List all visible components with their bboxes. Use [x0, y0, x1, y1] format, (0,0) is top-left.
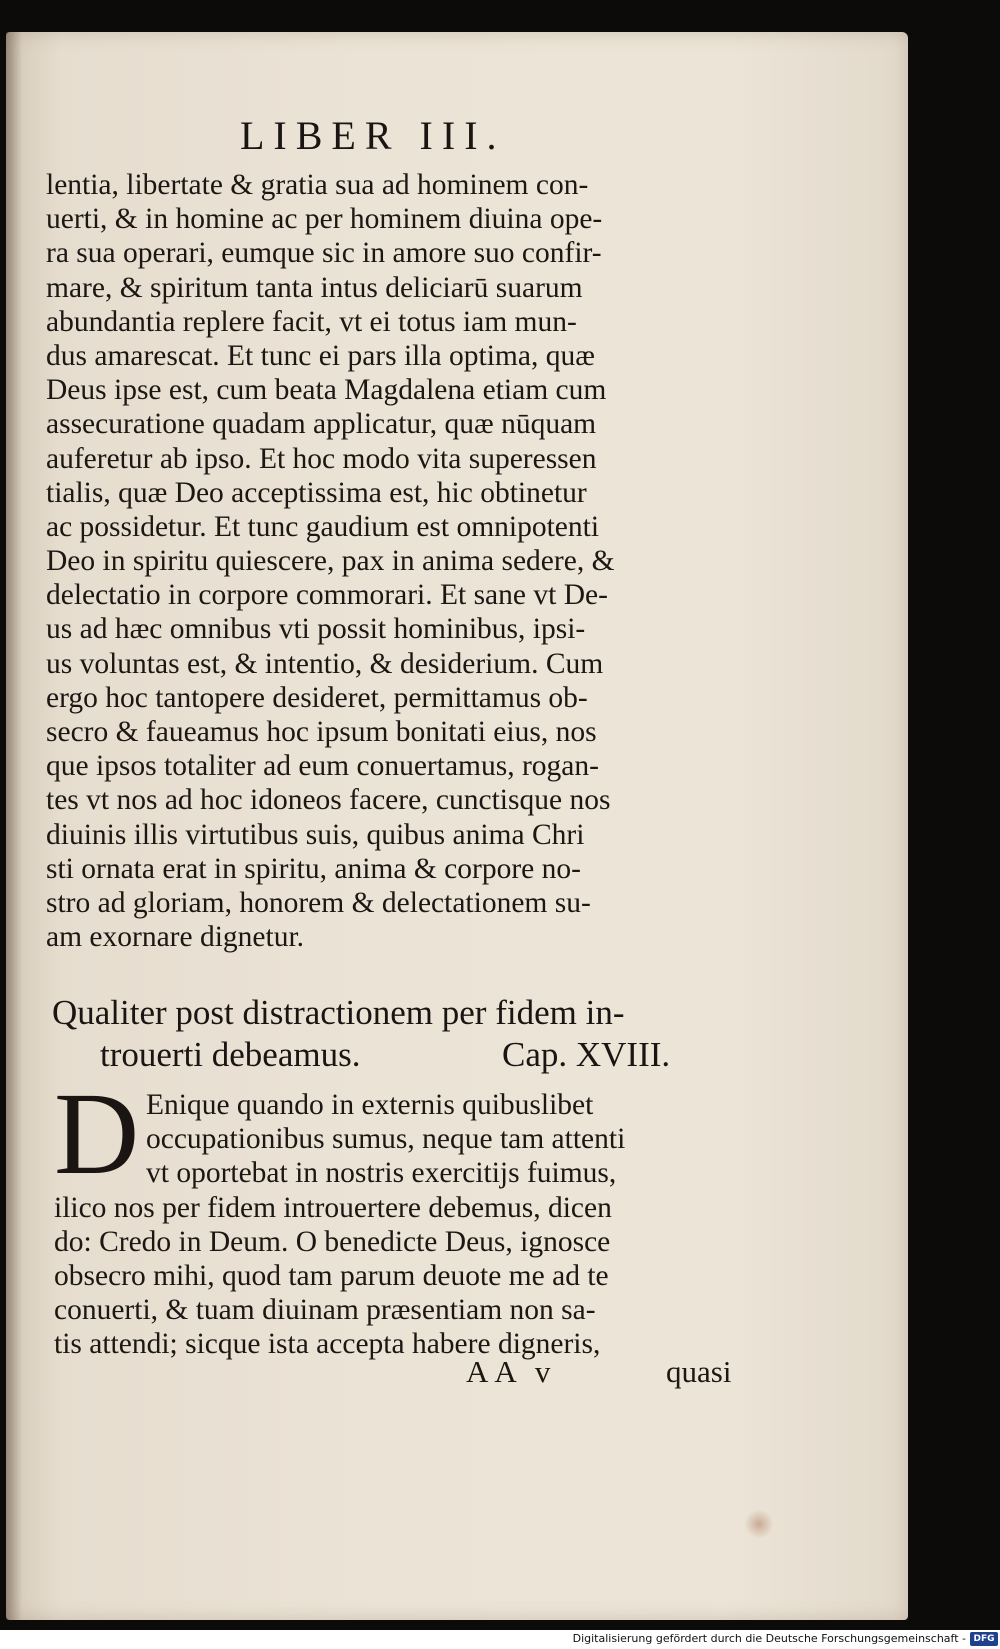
text-line: do: Credo in Deum. O benedicte Deus, ignosce	[54, 1225, 611, 1258]
chapter-title-line: Qualiter post distractionem per fidem in-	[52, 993, 625, 1032]
chapter-paragraph	[54, 1068, 744, 1362]
text-line: Deus ipse est, cum beata Magdalena etiam cum	[46, 374, 607, 407]
text-line: sti ornata erat in spiritu, anima & corpore no-	[46, 852, 581, 885]
text-line: tes vt nos ad hoc idoneos facere, cunctisque nos	[46, 784, 611, 817]
text-line: us voluntas est, & intentio, & desiderium. Cum	[46, 647, 604, 680]
dfg-logo: DFG	[970, 1632, 998, 1646]
text-line: assecuratione quadam applicatur, quæ nūquam	[46, 408, 597, 441]
text-line: Enique quando in externis quibuslibet	[146, 1089, 594, 1121]
running-head: LIBER III.	[240, 113, 506, 158]
text-line: ac possidetur. Et tunc gaudium est omnipotenti	[46, 510, 600, 543]
foxing-stain	[744, 1510, 774, 1538]
text-line: am exornare dignetur.	[46, 921, 305, 954]
body-paragraph	[46, 168, 736, 954]
text-line: obsecro mihi, quod tam parum deuote me ad te	[54, 1259, 609, 1292]
text-line: ergo hoc tantopere desideret, permittamus ob-	[46, 681, 588, 714]
text-line: secro & faueamus hoc ipsum bonitati eius, nos	[46, 716, 597, 748]
text-line: tialis, quæ Deo acceptissima est, hic obtinetur	[46, 476, 587, 509]
chapter-number: Cap. XVIII.	[502, 1035, 671, 1074]
text-line: vt oportebat in nostris exercitijs fuimus,	[146, 1157, 617, 1190]
text-line: occupationibus sumus, neque tam attenti	[146, 1123, 626, 1156]
text-line: mare, & spiritum tanta intus deliciarū suarum	[46, 271, 583, 304]
text-line: us ad hæc omnibus vti possit hominibus, ipsi-	[46, 613, 586, 646]
digitization-footer	[0, 1630, 1000, 1649]
signature-mark: AA v	[466, 1354, 557, 1389]
text-line: conuerti, & tuam diuinam præsentiam non sa-	[54, 1294, 596, 1327]
text-line: ilico nos per fidem introuertere debemus, dicen	[54, 1191, 612, 1224]
text-line: ra sua operari, eumque sic in amore suo confir-	[46, 237, 602, 270]
chapter-title-line: trouerti debeamus.	[100, 1035, 361, 1074]
binding-shadow	[6, 32, 22, 1620]
text-line: diuinis illis virtutibus suis, quibus anima Chri	[46, 818, 585, 851]
text-line: uerti, & in homine ac per hominem diuina ope-	[46, 203, 603, 236]
text-line: Deo in spiritu quiescere, pax in anima sedere, &	[46, 545, 615, 578]
text-line: lentia, libertate & gratia sua ad hominem con-	[46, 169, 589, 201]
funding-note: Digitalisierung gefördert durch die Deutsche Forschungsgemeinschaft -	[572, 1632, 966, 1645]
catchword: quasi	[666, 1354, 732, 1389]
text-line: auferetur ab ipso. Et hoc modo vita superessen	[46, 442, 597, 475]
text-line: dus amarescat. Et tunc ei pars illa optima, quæ	[46, 339, 595, 372]
text-line: que ipsos totaliter ad eum conuertamus, rogan-	[46, 750, 599, 783]
text-line: delectatio in corpore commorari. Et sane vt De-	[46, 579, 608, 612]
text-line: abundantia replere facit, vt ei totus iam mun-	[46, 305, 577, 338]
text-line: tis attendi; sicque ista accepta habere digneris,	[54, 1328, 601, 1361]
drop-cap-initial: D	[54, 1068, 140, 1199]
text-line: stro ad gloriam, honorem & delectationem su-	[46, 886, 591, 919]
chapter-heading	[52, 992, 732, 1076]
